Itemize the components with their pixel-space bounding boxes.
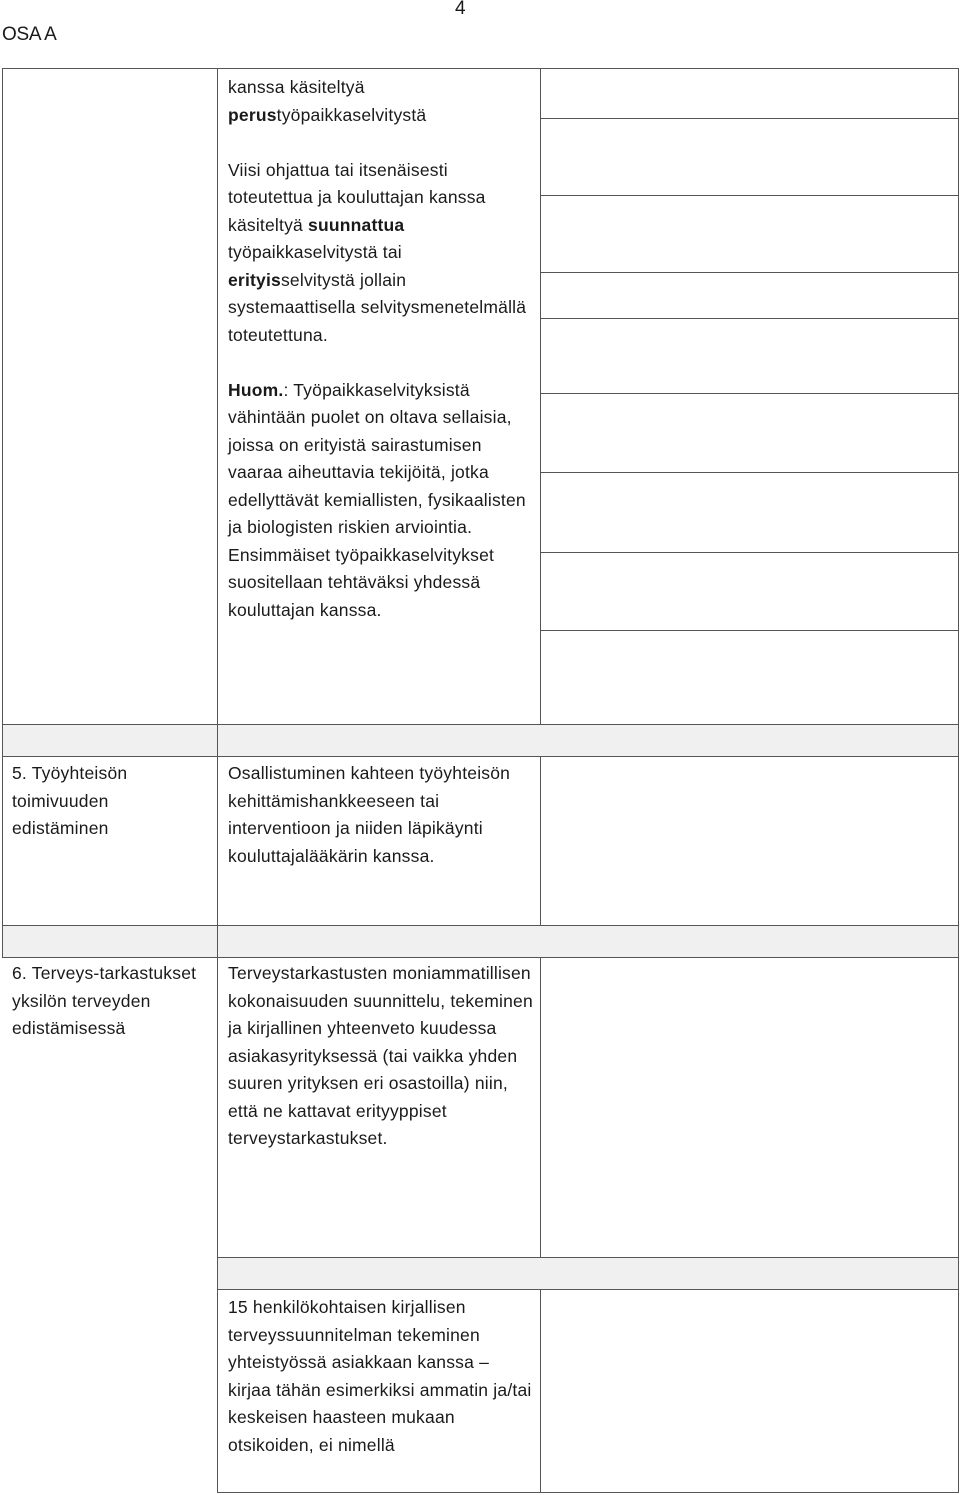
text-segment: työpaikkaselvitystä tai [228, 242, 402, 262]
separator-band [217, 1257, 958, 1289]
text-segment: kanssa käsiteltyä [228, 77, 365, 97]
text-emphasis: perus [228, 104, 277, 125]
separator-band [2, 925, 958, 957]
row5-topic: 5. Työyhteisön toimivuuden edistäminen [12, 763, 128, 838]
note-label: Huom. [228, 379, 284, 400]
row6-topic: 6. Terveys-tarkastukset yksilön terveyden edistämisessä [12, 963, 197, 1038]
section-label: OSA A [2, 24, 57, 45]
text-segment: : Työpaikkaselvityksistä vähintään puolet on oltava sellaisia, joissa on erityistä sairastumisen vaaraa aiheuttavia tekijöitä, jotka edellyttävät kemiallisten, fysikaalisten ja biologisten riskien arviointia. Ensimmäiset työpaikkaselvitykset suositellaan tehtäväksi yhdessä kouluttajan kanssa. [228, 379, 526, 620]
row4-requirement [228, 74, 533, 624]
row6-requirement-health-plans: 15 henkilökohtaisen kirjallisen terveyssuunnitelman tekeminen yhteistyössä asiakkaan kanssa – kirjaa tähän esimerkiksi ammatin ja/tai keskeisen haasteen mukaan otsikoiden, ei nimellä [228, 1297, 532, 1455]
text-emphasis: erityis [228, 269, 281, 290]
row5-requirement: Osallistuminen kahteen työyhteisön kehittämishankkeeseen tai interventioon ja niiden läpikäynti kouluttajalääkärin kanssa. [228, 763, 511, 866]
text-emphasis: suunnattua [308, 214, 405, 235]
text-segment: selvitystä jollain systemaattisella selvitysmenetelmällä toteutettuna. [228, 269, 527, 345]
note-text [228, 377, 533, 625]
basic-survey-text [228, 74, 533, 129]
text-segment: Viisi ohjattua tai itsenäisesti toteutettua ja kouluttajan kanssa käsiteltyä [228, 159, 486, 235]
page-number: 4 [455, 0, 466, 19]
text-segment: työpaikkaselvitystä [276, 104, 427, 125]
row6-requirement-checkups: Terveystarkastusten moniammatillisen kokonaisuuden suunnittelu, tekeminen ja kirjallinen yhteenveto kuudessa asiakasyrityksessä (tai vaikka yhden suuren yrityksen eri osastoilla) niin, että ne kattavat erityyppiset terveystarkastukset. [228, 963, 533, 1148]
targeted-survey-text [228, 157, 533, 350]
separator-band [2, 724, 958, 756]
